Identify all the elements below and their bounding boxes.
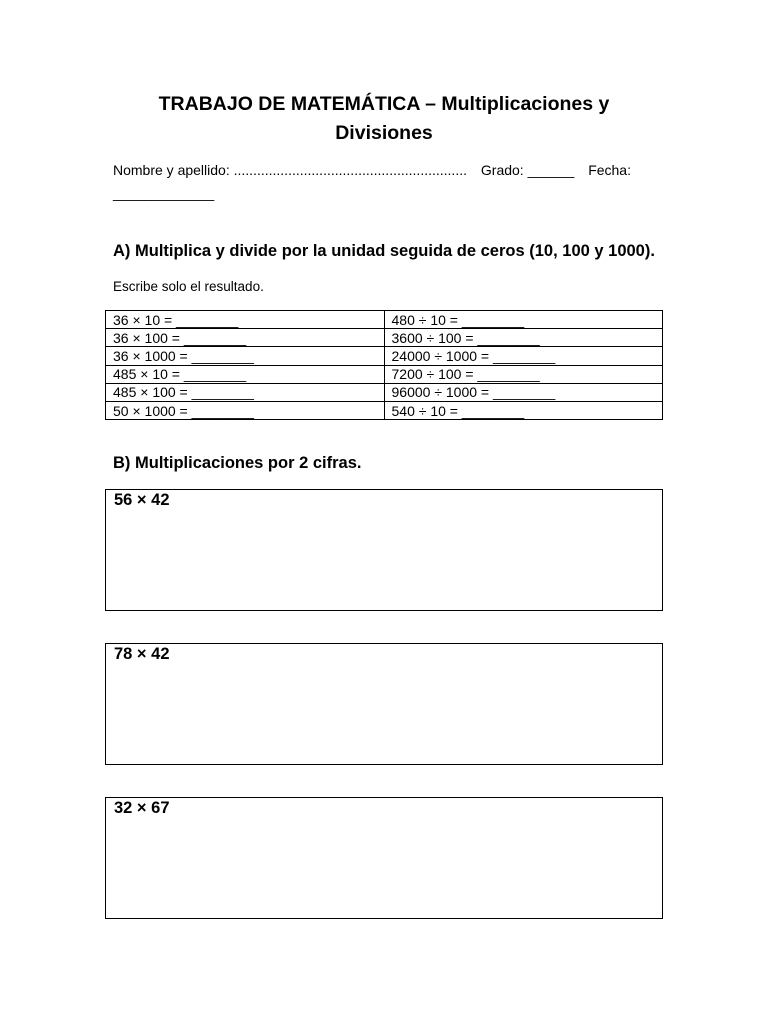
table-cell: 36 × 100 = ________: [106, 329, 385, 347]
title-line-1: TRABAJO DE MATEMÁTICA – Multiplicaciones y: [158, 93, 610, 115]
table-cell: 36 × 10 = ________: [106, 311, 385, 329]
section-b-heading: B) Multiplicaciones por 2 cifras.: [113, 454, 362, 472]
table-cell: 50 × 1000 = ________: [106, 401, 385, 419]
table-cell: 7200 ÷ 100 = ________: [384, 365, 663, 383]
exercise-label: 56 × 42: [114, 491, 170, 509]
section-a-instructions: Escribe solo el resultado.: [113, 279, 264, 294]
table-row: [106, 365, 663, 383]
table-row: [106, 329, 663, 347]
table-cell: 36 × 1000 = ________: [106, 347, 385, 365]
table-cell: 24000 ÷ 1000 = ________: [384, 347, 663, 365]
date-field-label: Fecha:: [588, 162, 631, 178]
table-cell: 96000 ÷ 1000 = ________: [384, 383, 663, 401]
table-row: [106, 401, 663, 419]
exercise-box-1[interactable]: [105, 489, 663, 611]
section-a-heading: A) Multiplica y divide por la unidad seguida de ceros (10, 100 y 1000).: [113, 242, 655, 260]
title-line-2: Divisiones: [335, 122, 433, 144]
operations-table: [105, 310, 663, 420]
page-title: [106, 90, 662, 148]
table-cell: 485 × 100 = ________: [106, 383, 385, 401]
table-row: [106, 311, 663, 329]
table-cell: 3600 ÷ 100 = ________: [384, 329, 663, 347]
exercise-label: 32 × 67: [114, 799, 170, 817]
table-cell: 480 ÷ 10 = ________: [384, 311, 663, 329]
table-row: [106, 347, 663, 365]
date-field-line: _____________: [113, 185, 215, 201]
grade-field-label: Grado: ______: [480, 162, 575, 178]
exercise-box-3[interactable]: [105, 797, 663, 919]
exercise-box-2[interactable]: [105, 643, 663, 765]
student-info: [113, 159, 673, 205]
table-row: [106, 383, 663, 401]
name-field-label: Nombre y apellido: ............................................................: [113, 162, 467, 178]
table-cell: 540 ÷ 10 = ________: [384, 401, 663, 419]
table-cell: 485 × 10 = ________: [106, 365, 385, 383]
exercise-label: 78 × 42: [114, 645, 170, 663]
